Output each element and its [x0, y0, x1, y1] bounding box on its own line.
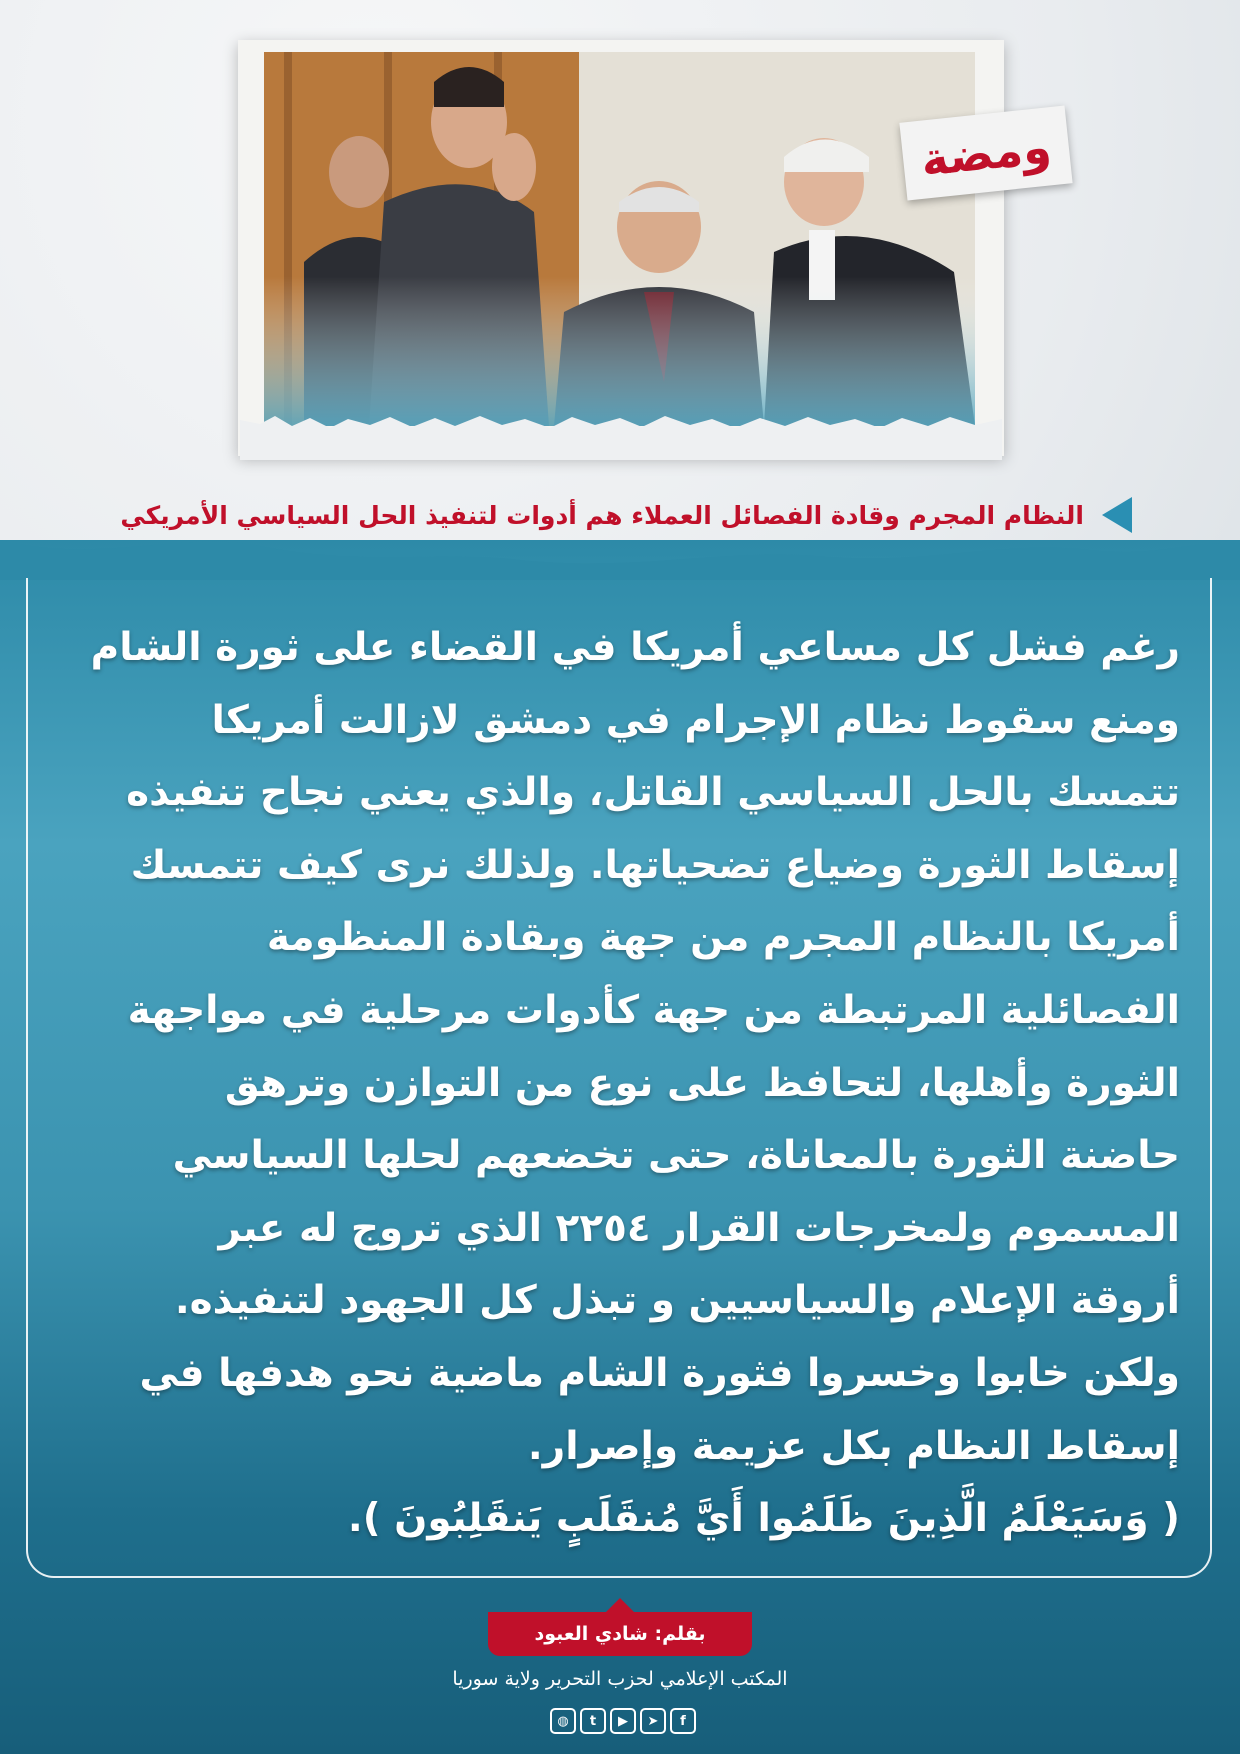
- facebook-icon[interactable]: f: [670, 1708, 696, 1734]
- article-line: المسموم ولمخرجات القرار ٢٢٥٤ الذي تروج له عبر: [218, 1205, 1180, 1251]
- media-office-label: المكتب الإعلامي لحزب التحرير ولاية سوريا: [452, 1668, 788, 1690]
- article-line: الفصائلية المرتبطة من جهة كأدوات مرحلية في مواجهة: [127, 987, 1180, 1033]
- article-line: ولكن خابوا وخسروا فثورة الشام ماضية نحو هدفها في: [139, 1350, 1180, 1396]
- article-line: حاضنة الثورة بالمعاناة، حتى تخضعهم لحلها السياسي: [172, 1133, 1180, 1179]
- photo-caption: [100, 492, 1132, 538]
- article-line: رغم فشل كل مساعي أمريكا في القضاء على ثورة الشام: [90, 625, 1180, 670]
- caption-arrow-icon: [1102, 497, 1132, 533]
- web-icon[interactable]: ◍: [550, 1708, 576, 1734]
- article-body: [60, 612, 1180, 1556]
- article-line: إسقاط النظام بكل عزيمة وإصرار.: [527, 1423, 1180, 1469]
- caption-text: النظام المجرم وقادة الفصائل العملاء هم أدوات لتنفيذ الحل السياسي الأمريكي: [120, 500, 1084, 530]
- author-label: بقلم: شادي العبود: [488, 1612, 752, 1656]
- twitter-icon[interactable]: t: [580, 1708, 606, 1734]
- article-line: أروقة الإعلام والسياسيين و تبذل كل الجهود لتنفيذه.: [174, 1278, 1180, 1324]
- quran-verse: ( وَسَيَعْلَمُ الَّذِينَ ظَلَمُوا أَيَّ مُنقَلَبٍ يَنقَلِبُونَ ).: [347, 1496, 1180, 1542]
- telegram-icon[interactable]: ➤: [640, 1708, 666, 1734]
- youtube-icon[interactable]: ▶: [610, 1708, 636, 1734]
- torn-edge: [240, 410, 1002, 460]
- social-links: [550, 1708, 696, 1734]
- article-line: الثورة وأهلها، لتحافظ على نوع من التوازن وترهق: [224, 1060, 1180, 1106]
- article-line: أمريكا بالنظام المجرم من جهة وبقادة المنظومة: [266, 915, 1180, 961]
- news-photo: [264, 52, 975, 426]
- article-line: ومنع سقوط نظام الإجرام في دمشق لازالت أمريكا: [211, 697, 1180, 743]
- brand-badge: ومضة: [899, 106, 1072, 201]
- article-line: إسقاط الثورة وضياع تضحياتها. ولذلك نرى كيف تتمسك: [130, 842, 1180, 888]
- article-line: تتمسك بالحل السياسي القاتل، والذي يعني نجاح تنفيذه: [126, 770, 1180, 816]
